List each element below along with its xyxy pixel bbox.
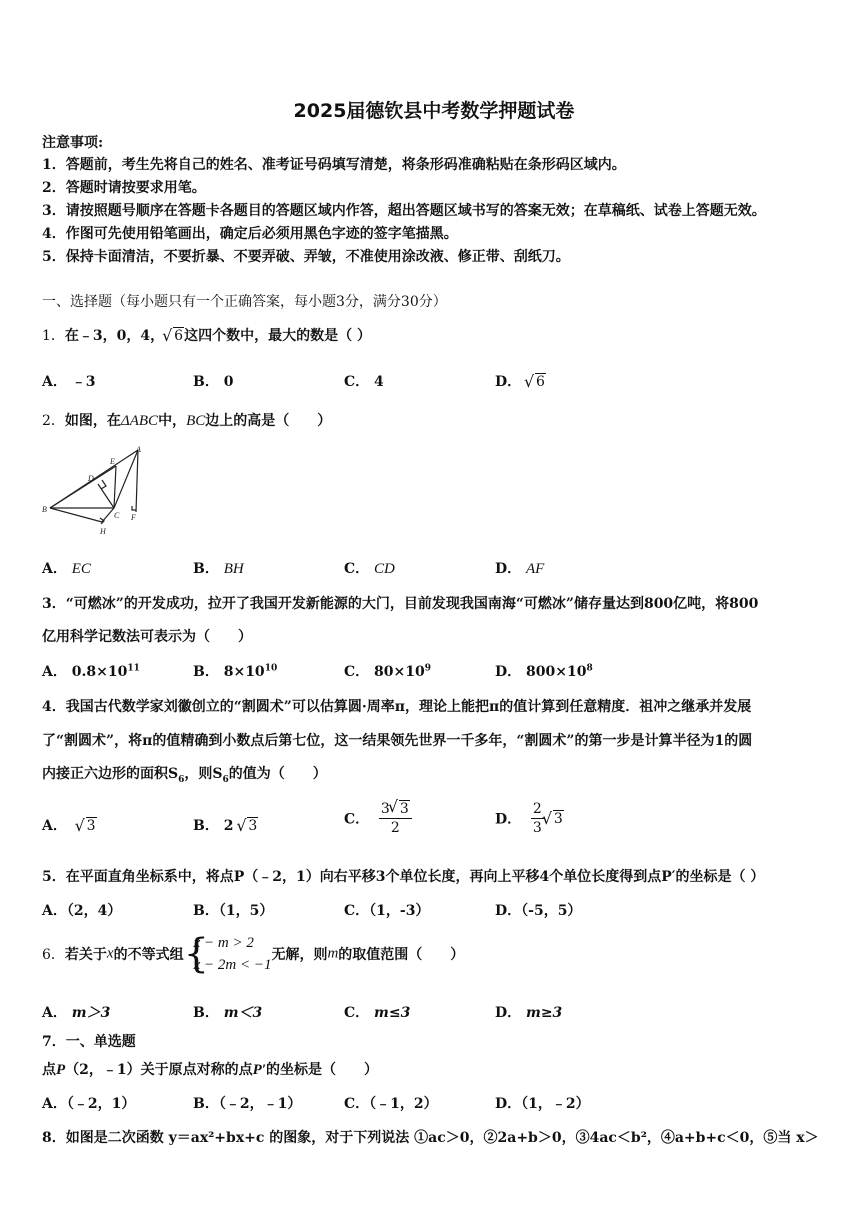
q6-option-c[interactable]: C． m≤3	[344, 1005, 411, 1021]
question-3-line2: 亿用科学记数法可表示为（ ）	[42, 629, 252, 645]
q5-option-d[interactable]: D．（-5，5）	[495, 903, 582, 919]
notice-heading: 注意事项:	[42, 135, 104, 151]
q3-option-c[interactable]: C． $80\times 10^9$	[344, 663, 431, 680]
q2-option-c[interactable]: C． CD	[344, 561, 395, 577]
q2-option-a[interactable]: A． EC	[42, 561, 91, 577]
fig-label-e: E	[110, 457, 115, 466]
q4-option-a[interactable]: A． √ 3	[42, 815, 97, 835]
question-8: 8．如图是二次函数 y＝ax²+bx+c 的图象，对于下列说法 ①ac＞0，②2a+b＞0，③4ac＜b²，④a+b+c＜0，⑤当 x＞	[42, 1130, 819, 1146]
q5-option-b[interactable]: B．（1，5）	[193, 903, 274, 919]
fig-label-d: D	[88, 474, 94, 483]
section-heading: 一、选择题（每小题只有一个正确答案，每小题3分，满分30分）	[42, 294, 447, 310]
q1-option-a[interactable]: A． ﹣3	[42, 374, 96, 390]
question-6: 6．若关于x的不等式组 { x − m > 2 x − 2m < −1 无解，则m的取值范围（ ）	[42, 931, 465, 977]
q1-option-d[interactable]: D． √ 6	[495, 371, 546, 391]
q6-option-d[interactable]: D． m≥3	[495, 1005, 563, 1021]
question-7-line1: 7．一、单选题	[42, 1034, 136, 1050]
q4-option-d[interactable]: D． $\frac{2}{3}$ √ 3	[495, 800, 564, 837]
q2-option-b[interactable]: B． BH	[193, 561, 244, 577]
q7-option-d[interactable]: D．（1，﹣2）	[495, 1096, 590, 1112]
q2-option-d[interactable]: D． AF	[495, 561, 545, 577]
q4-option-c[interactable]: C． $\frac{3√ 3}{2}$	[344, 800, 412, 837]
q3-option-d[interactable]: D． $800\times 10^8$	[495, 663, 593, 680]
question-7-line2: 点P（2，﹣1）关于原点对称的点P′的坐标是（ ）	[42, 1062, 379, 1078]
q6-option-a[interactable]: A． m＞3	[42, 1005, 111, 1021]
q4-option-b[interactable]: B． 2 √ 3	[193, 815, 258, 835]
q3-option-b[interactable]: B． $8\times 10^{10}$	[193, 663, 278, 680]
q1-option-c[interactable]: C． 4	[344, 374, 384, 390]
page-title: 2025届德钦县中考数学押题试卷	[293, 100, 575, 122]
notice-item: 1．答题前，考生先将自己的姓名、准考证号码填写清楚，将条形码准确粘贴在条形码区域内。	[42, 157, 626, 173]
q5-option-c[interactable]: C．（1，-3）	[344, 903, 430, 919]
notice-item: 4．作图可先使用铅笔画出，确定后必须用黑色字迹的签字笔描黑。	[42, 226, 458, 242]
q7-option-c[interactable]: C．（﹣1，2）	[344, 1096, 438, 1112]
fig-label-b: B	[42, 505, 47, 514]
q5-option-a[interactable]: A．（2，4）	[42, 903, 122, 919]
notice-item: 5．保持卡面清洁，不要折暴、不要弄破、弄皱，不准使用涂改液、修正带、刮纸刀。	[42, 249, 570, 265]
fig-label-a: A	[136, 445, 141, 454]
q3-option-a[interactable]: A． $0.8\times 10^{11}$	[42, 663, 140, 680]
question-4-line1: 4．我国古代数学家刘徽创立的“割圆术”可以估算圆·周率π，理论上能把π的值计算到任意精度．祖冲之继承并发展	[42, 699, 752, 715]
question-4-line2: 了“割圆术”，将π的值精确到小数点后第七位，这一结果领先世界一千多年，“割圆术”的第一步是计算半径为1的圆	[42, 733, 753, 749]
notice-item: 3．请按照题号顺序在答题卡各题目的答题区域内作答，超出答题区域书写的答案无效；在草稿纸、试卷上答题无效。	[42, 203, 766, 219]
q7-option-a[interactable]: A．（﹣2，1）	[42, 1096, 136, 1112]
fig-label-f: F	[131, 513, 136, 522]
triangle-figure	[38, 444, 148, 544]
question-2: 2．如图，在ΔABC中，BC边上的高是（ ）	[42, 413, 332, 429]
fig-label-c: C	[114, 511, 120, 520]
q1-option-b[interactable]: B． 0	[193, 374, 234, 390]
question-3-line1: 3．“可燃冰”的开发成功，拉开了我国开发新能源的大门，目前发现我国南海“可燃冰”储存量达到800亿吨，将800	[42, 596, 759, 612]
notice-item: 2．答题时请按要求用笔。	[42, 180, 206, 196]
question-4-line3: 内接正六边形的面积$S_6$，则$S_6$的值为（ ）	[42, 766, 327, 785]
fig-label-h: H	[100, 527, 106, 536]
q7-option-b[interactable]: B．（﹣2，﹣1）	[193, 1096, 302, 1112]
q6-option-b[interactable]: B． m＜3	[193, 1005, 263, 1021]
question-5: 5．在平面直角坐标系中，将点P（﹣2，1）向右平移3个单位长度，再向上平移4个单位长度得到点P′的坐标是（ ）	[42, 869, 765, 885]
question-1: 1．在﹣3，0，4，√ 6这四个数中，最大的数是（ ）	[42, 325, 371, 345]
